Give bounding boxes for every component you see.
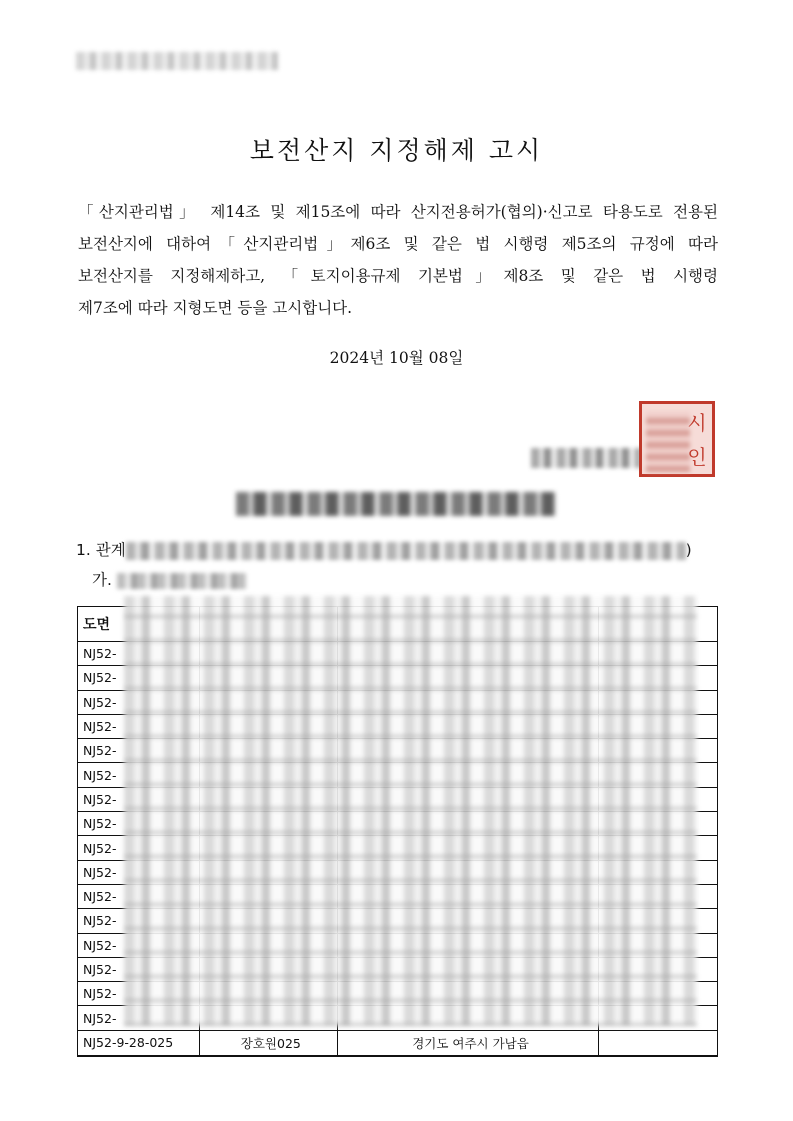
document-title: 보전산지 지정해제 고시 <box>249 135 544 165</box>
map-number-cell: NJ52- <box>78 982 200 1006</box>
map-number-cell: NJ52- <box>78 909 200 933</box>
map-number-cell: NJ52- <box>78 836 200 860</box>
map-number-cell: NJ52- <box>78 1006 200 1030</box>
section-1-suffix: ) <box>685 541 692 559</box>
notice-line: 「산지관리법」 제14조 및 제15조에 따라 산지전용허가(협의)·신고로 타용도로 전용된 <box>78 203 718 221</box>
map-number-cell: NJ52- <box>78 860 200 884</box>
notice-date: 2024년 10월 08일 <box>329 349 464 367</box>
map-number-cell: NJ52- <box>78 690 200 714</box>
section-1-heading <box>76 538 716 562</box>
notice-body <box>78 196 718 324</box>
map-number-cell: NJ52- <box>78 812 200 836</box>
seal-text: 시인 <box>687 411 707 469</box>
sub-heading-prefix: 가. <box>92 571 117 589</box>
subtitle-redacted <box>236 492 556 516</box>
map-number-cell: NJ52- <box>78 933 200 957</box>
redacted-text <box>126 542 686 560</box>
section-1-sub-heading <box>92 568 247 592</box>
map-number-cell: NJ52- <box>78 957 200 981</box>
map-number-cell: NJ52- <box>78 666 200 690</box>
parcel-code-cell: 장호원025 <box>199 1030 337 1056</box>
header-map-number: 도면 <box>78 607 200 642</box>
issuer-redacted-name <box>531 448 641 468</box>
map-number-cell: NJ52- <box>78 763 200 787</box>
map-number-cell: NJ52- <box>78 884 200 908</box>
seal-redacted-part <box>646 412 690 472</box>
section-1-prefix: 1. 관계 <box>76 541 126 559</box>
notice-line: 보전산지를 지정해제하고, 「토지이용규제 기본법」제8조 및 같은 법 시행령 <box>78 267 718 285</box>
location-cell: 경기도 여주시 가남읍 <box>337 1030 599 1056</box>
map-number-cell: NJ52- <box>78 787 200 811</box>
header-redacted-text <box>76 52 278 70</box>
table-redacted-region <box>124 596 697 1026</box>
map-number-cell: NJ52-9-28-025 <box>78 1030 200 1056</box>
map-number-cell: NJ52- <box>78 739 200 763</box>
map-number-cell: NJ52- <box>78 714 200 738</box>
redacted-text <box>117 573 247 589</box>
table-row <box>78 1030 718 1056</box>
notice-line: 제7조에 따라 지형도면 등을 고시합니다. <box>78 299 353 317</box>
map-number-cell: NJ52- <box>78 642 200 666</box>
extra-cell <box>599 1030 718 1056</box>
official-seal <box>639 401 715 477</box>
notice-line: 보전산지에 대하여「산지관리법」제6조 및 같은 법 시행령 제5조의 규정에 따라 <box>78 235 718 253</box>
